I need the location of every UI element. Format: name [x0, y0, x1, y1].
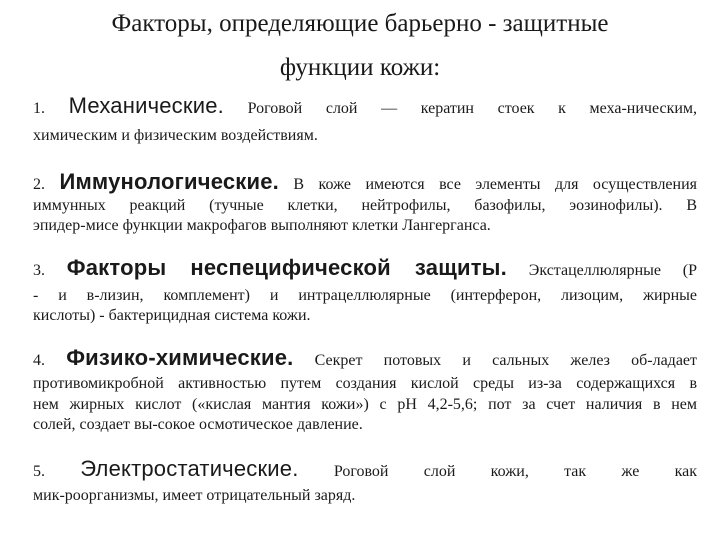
item-2-number: 2. — [33, 176, 45, 193]
item-2-lead: В коже имеются все элементы для осуществления — [293, 176, 698, 193]
item-4-number: 4. — [33, 352, 45, 369]
item-5-heading: Электростатические. — [80, 456, 299, 481]
item-1-lead: Роговой слой — кератин стоек к меха-ническим, — [247, 100, 698, 117]
item-3-number: 3. — [33, 262, 45, 279]
item-5-line: мик-роорганизмы, имеет отрицательный заряд. — [33, 487, 356, 504]
item-4-heading: Физико-химические. — [66, 345, 294, 370]
item-5-number: 5. — [33, 463, 45, 480]
item-4-line: противомикробной активностью путем создания кислой среды из-за содержащихся в — [33, 375, 697, 392]
item-1-heading: Механические. — [68, 93, 224, 118]
item-2-line: иммунных реакций (тучные клетки, нейтрофилы, базофилы, эозинофилы). В — [33, 197, 697, 214]
item-1-first-line — [33, 93, 698, 119]
item-2-first-line — [33, 169, 698, 195]
item-5-first-line — [33, 456, 698, 482]
item-3-lead: Экстацеллюлярные (Р — [528, 262, 698, 279]
item-5-lead: Роговой слой кожи, так же как — [333, 463, 698, 480]
item-4-line: нем жирных кислот («кислая мантия кожи») с рН 4,2-5,6; пот за счет наличия в нем — [33, 396, 697, 413]
item-4-first-line — [33, 345, 698, 371]
page-title-line-1: Факторы, определяющие барьерно - защитные — [111, 10, 609, 37]
page-title-line-2: функции кожи: — [279, 54, 441, 81]
item-3-heading: Факторы неспецифической защиты. — [66, 255, 507, 280]
item-4-lead: Секрет потовых и сальных желез об-ладает — [314, 352, 698, 369]
item-3-first-line — [33, 255, 698, 281]
item-3-line: кислоты) - бактерицидная система кожи. — [33, 307, 311, 324]
item-4-line: солей, создает вы-сокое осмотическое давление. — [33, 416, 363, 433]
item-3-line: - и в-лизин, комплемент) и интрацеллюлярные (интерферон, лизоцим, жирные — [33, 287, 697, 304]
item-1-line: химическим и физическим воздействиям. — [33, 127, 318, 144]
item-2-heading: Иммунологические. — [59, 169, 279, 194]
item-2-line: эпидер-мисе функции макрофагов выполняют клетки Лангерганса. — [33, 217, 491, 234]
item-1-number: 1. — [33, 100, 45, 117]
